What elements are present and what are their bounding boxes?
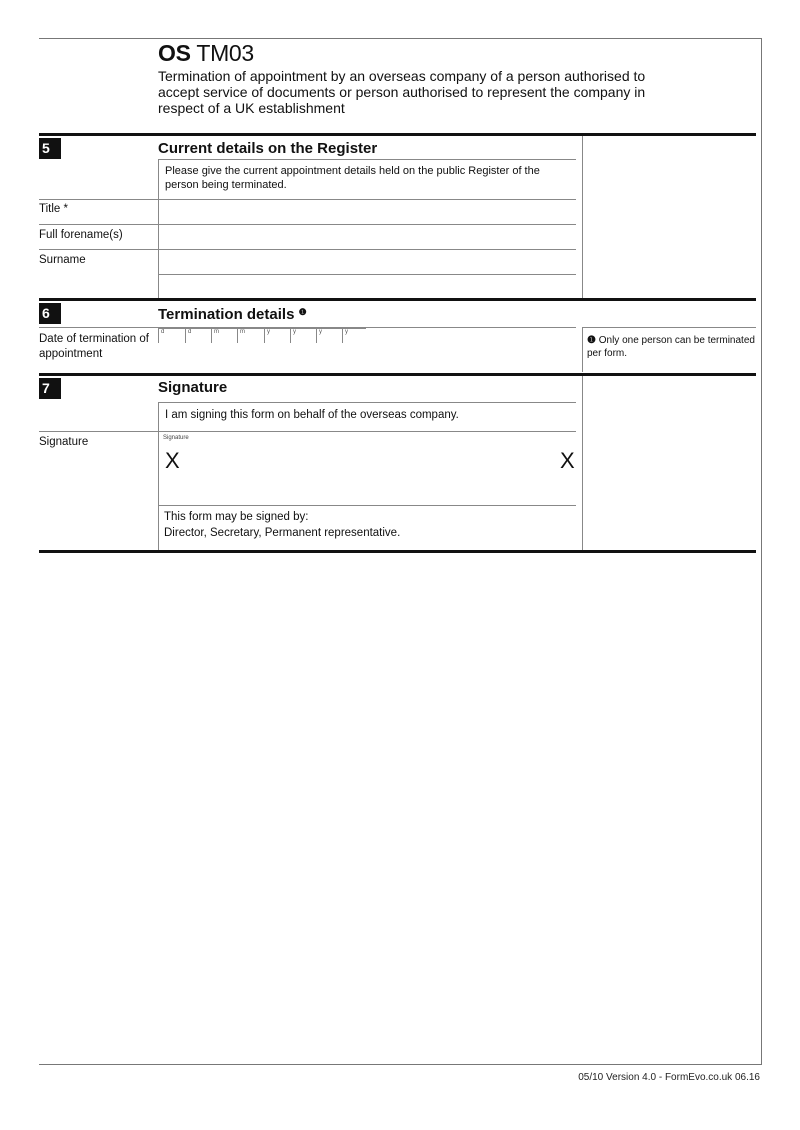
section-5-title: Current details on the Register bbox=[158, 140, 378, 157]
section-7-title: Signature bbox=[158, 379, 228, 396]
frame-top-rule bbox=[39, 38, 762, 39]
section-7-number: 7 bbox=[39, 378, 61, 399]
section-7-bottom-rule bbox=[39, 550, 756, 553]
signers-top-rule bbox=[158, 505, 576, 506]
section-6-title bbox=[158, 306, 307, 323]
date-box-d1[interactable] bbox=[158, 328, 168, 343]
date-box-m2-hint: m bbox=[240, 329, 245, 335]
section-5-title-rule bbox=[158, 159, 576, 160]
section-7-note: I am signing this form on behalf of the overseas company. bbox=[165, 409, 459, 421]
date-box-y4[interactable] bbox=[342, 328, 352, 343]
section-7-note-top-rule bbox=[158, 402, 576, 403]
signature-box-tag: Signature bbox=[163, 435, 189, 441]
section-7-rule bbox=[39, 373, 756, 376]
form-code bbox=[158, 40, 254, 67]
date-box-m2[interactable] bbox=[237, 328, 247, 343]
forename-label: Full forename(s) bbox=[39, 229, 123, 241]
date-box-d1-hint: d bbox=[161, 329, 165, 335]
signature-x-right-icon: X bbox=[560, 448, 575, 473]
section-5-note: Please give the current appointment details held on the public Register of the person being terminated. bbox=[165, 165, 540, 191]
surname-input-line-2[interactable] bbox=[159, 275, 576, 297]
title-input[interactable] bbox=[159, 200, 576, 223]
section-6-number: 6 bbox=[39, 303, 61, 324]
footer-version: 05/10 Version 4.0 - FormEvo.co.uk 06.16 bbox=[578, 1072, 760, 1083]
date-box-m1-hint: m bbox=[214, 329, 219, 335]
info-1-icon: ❶ bbox=[298, 307, 307, 317]
title-label: Title * bbox=[39, 203, 68, 215]
surname-input[interactable] bbox=[159, 250, 576, 273]
signature-x-left-icon: X bbox=[165, 448, 180, 473]
date-boxes-top-rule bbox=[158, 328, 366, 329]
date-box-d2[interactable] bbox=[185, 328, 195, 343]
side-note-left-border bbox=[582, 327, 583, 372]
side-note bbox=[587, 334, 757, 360]
frame-bottom-rule bbox=[39, 1064, 762, 1065]
date-label: Date of termination of appointment bbox=[39, 333, 149, 360]
side-note-text: Only one person can be terminated per form. bbox=[587, 335, 755, 359]
info-1-icon: ❶ bbox=[587, 335, 596, 346]
date-box-y1[interactable] bbox=[264, 328, 274, 343]
section-7-side-column-border bbox=[582, 376, 583, 550]
form-code-prefix: OS bbox=[158, 40, 191, 66]
date-box-y4-hint: y bbox=[345, 329, 348, 335]
date-box-y2-hint: y bbox=[293, 329, 296, 335]
frame-right-rule bbox=[761, 38, 762, 1065]
section-5-number: 5 bbox=[39, 138, 61, 159]
date-box-y1-hint: y bbox=[267, 329, 270, 335]
section-6-rule bbox=[39, 298, 756, 301]
section-5-side-column-border bbox=[582, 136, 583, 298]
forename-input[interactable] bbox=[159, 225, 576, 248]
form-code-number: TM03 bbox=[190, 40, 254, 66]
surname-label: Surname bbox=[39, 254, 86, 266]
date-box-y3-hint: y bbox=[319, 329, 322, 335]
form-title: Termination of appointment by an overseas company of a person authorised to accept service of documents or person authorised to represent the company in respect of a UK establishment bbox=[158, 68, 646, 116]
signers-intro: This form may be signed by: bbox=[164, 511, 309, 523]
date-box-y3[interactable] bbox=[316, 328, 326, 343]
signature-input[interactable] bbox=[159, 432, 576, 505]
date-box-d2-hint: d bbox=[188, 329, 192, 335]
section-6-title-text: Termination details bbox=[158, 306, 295, 323]
side-note-top-rule bbox=[582, 327, 756, 328]
section-5-note-left-border bbox=[158, 159, 159, 200]
signature-label: Signature bbox=[39, 436, 89, 448]
section-5-rule bbox=[39, 133, 756, 136]
date-box-m1[interactable] bbox=[211, 328, 221, 343]
signers-list: Director, Secretary, Permanent representative. bbox=[164, 527, 401, 539]
date-box-y2[interactable] bbox=[290, 328, 300, 343]
